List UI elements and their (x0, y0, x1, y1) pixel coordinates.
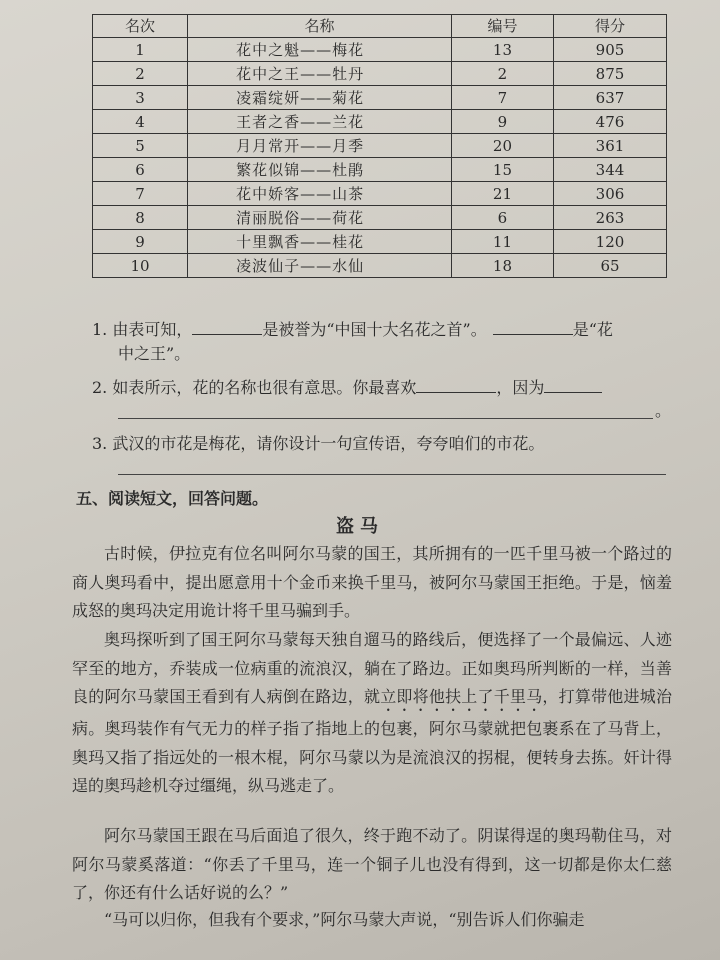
number-cell: 2 (451, 62, 553, 86)
question-2-text-a: 2. 如表所示，花的名称也很有意思。你最喜欢 (92, 378, 417, 397)
score-cell: 263 (553, 206, 666, 230)
number-cell: 20 (451, 134, 553, 158)
score-cell: 65 (553, 254, 666, 278)
name-cell: 清丽脱俗——荷花 (188, 206, 452, 230)
score-cell: 361 (553, 134, 666, 158)
paragraph-2-dotted-text: 立即将他扶上了千里马 (380, 687, 543, 706)
name-cell: 十里飘香——桂花 (188, 230, 452, 254)
table-row (93, 254, 667, 278)
number-cell: 11 (451, 230, 553, 254)
answer-line-2[interactable] (118, 418, 653, 419)
answer-blank-1a[interactable] (192, 316, 262, 335)
rank-cell: 2 (93, 62, 188, 86)
rank-cell: 5 (93, 134, 188, 158)
name-cell: 月月常开——月季 (188, 134, 452, 158)
name-cell: 繁花似锦——杜鹃 (188, 158, 452, 182)
name-cell: 凌霜绽妍——菊花 (188, 86, 452, 110)
table-row (93, 206, 667, 230)
question-1-text-b: 是被誉为“中国十大名花之首”。 (262, 320, 487, 339)
paragraph-2-text-b: ，打算带他进城治病。奥玛装作有气无力的样子指了指地上的包裹，阿尔马蒙就把包裹系在了马背上，奥玛又指了指远处的一根木棍，阿尔马蒙以为是流浪汉的拐棍，便转身去拣。奸计得逞的奥玛趁机夺过缰绳，纵马逃走了。 (72, 687, 672, 795)
answer-blank-2a[interactable] (416, 374, 496, 393)
answer-blank-2b[interactable] (544, 374, 602, 393)
table-row (93, 230, 667, 254)
rank-cell: 9 (93, 230, 188, 254)
number-cell: 7 (451, 86, 553, 110)
table-header-row (93, 15, 667, 38)
score-cell: 637 (553, 86, 666, 110)
score-cell: 344 (553, 158, 666, 182)
question-2 (92, 374, 602, 400)
table-row (93, 62, 667, 86)
rank-cell: 10 (93, 254, 188, 278)
name-cell: 花中之魁——梅花 (188, 38, 452, 62)
question-1-text-c: 是“花 (572, 320, 613, 339)
passage-paragraph-2 (72, 626, 672, 801)
score-cell: 875 (553, 62, 666, 86)
score-cell: 120 (553, 230, 666, 254)
name-cell: 王者之香——兰花 (188, 110, 452, 134)
answer-line-3[interactable] (118, 474, 666, 475)
question-3: 3. 武汉的市花是梅花，请你设计一句宣传语，夸夸咱们的市花。 (92, 434, 545, 453)
number-cell: 21 (451, 182, 553, 206)
rank-cell: 8 (93, 206, 188, 230)
question-1 (92, 316, 613, 342)
number-cell: 9 (451, 110, 553, 134)
rank-cell: 1 (93, 38, 188, 62)
score-cell: 476 (553, 110, 666, 134)
table-row (93, 86, 667, 110)
number-cell: 6 (451, 206, 553, 230)
number-cell: 18 (451, 254, 553, 278)
answer-blank-1b[interactable] (493, 316, 573, 335)
score-cell: 905 (553, 38, 666, 62)
section-heading: 五、阅读短文，回答问题。 (76, 489, 269, 508)
passage-title: 盗马 (336, 516, 384, 537)
question-2-text-b: ，因为 (496, 378, 545, 397)
rank-cell: 7 (93, 182, 188, 206)
table-row (93, 158, 667, 182)
header-number: 编号 (451, 15, 553, 38)
table-row (93, 134, 667, 158)
number-cell: 15 (451, 158, 553, 182)
passage-paragraph-4: “马可以归你，但我有个要求，”阿尔马蒙大声说，“别告诉人们你骗走 (104, 910, 585, 929)
rank-cell: 6 (93, 158, 188, 182)
name-cell: 花中之王——牡丹 (188, 62, 452, 86)
question-1-cont: 中之王”。 (118, 344, 191, 363)
header-name: 名称 (188, 15, 452, 38)
rank-cell: 4 (93, 110, 188, 134)
name-cell: 花中娇客——山茶 (188, 182, 452, 206)
paragraph-2-text-a: 奥玛探听到了国王阿尔马蒙每天独自遛马的路线后，便选择了一个最偏远、人迹罕至的地方，乔装成一位病重的流浪汉，躺在了路边。正如奥玛所判断的一样，当善良的阿尔马蒙国王看到有人病倒在路边，就 (72, 630, 672, 706)
score-cell: 306 (553, 182, 666, 206)
rank-cell: 3 (93, 86, 188, 110)
header-rank: 名次 (93, 15, 188, 38)
passage-paragraph-1: 古时候，伊拉克有位名叫阿尔马蒙的国王，其所拥有的一匹千里马被一个路过的商人奥玛看中，提出愿意用十个金币来换千里马，被阿尔马蒙国王拒绝。于是，恼羞成怒的奥玛决定用诡计将千里马骗到手。 (72, 544, 672, 620)
number-cell: 13 (451, 38, 553, 62)
table-row (93, 38, 667, 62)
flower-ranking-table (92, 14, 667, 278)
table-row (93, 110, 667, 134)
question-2-end: 。 (655, 401, 672, 420)
passage-paragraph-3: 阿尔马蒙国王跟在马后面追了很久，终于跑不动了。阴谋得逞的奥玛勒住马，对阿尔马蒙奚落道：“你丢了千里马，连一个铜子儿也没有得到，这一切都是你太仁慈了，你还有什么话好说的么？” (72, 826, 672, 902)
table-row (93, 182, 667, 206)
question-1-text-a: 1. 由表可知， (92, 320, 193, 339)
name-cell: 凌波仙子——水仙 (188, 254, 452, 278)
header-score: 得分 (553, 15, 666, 38)
